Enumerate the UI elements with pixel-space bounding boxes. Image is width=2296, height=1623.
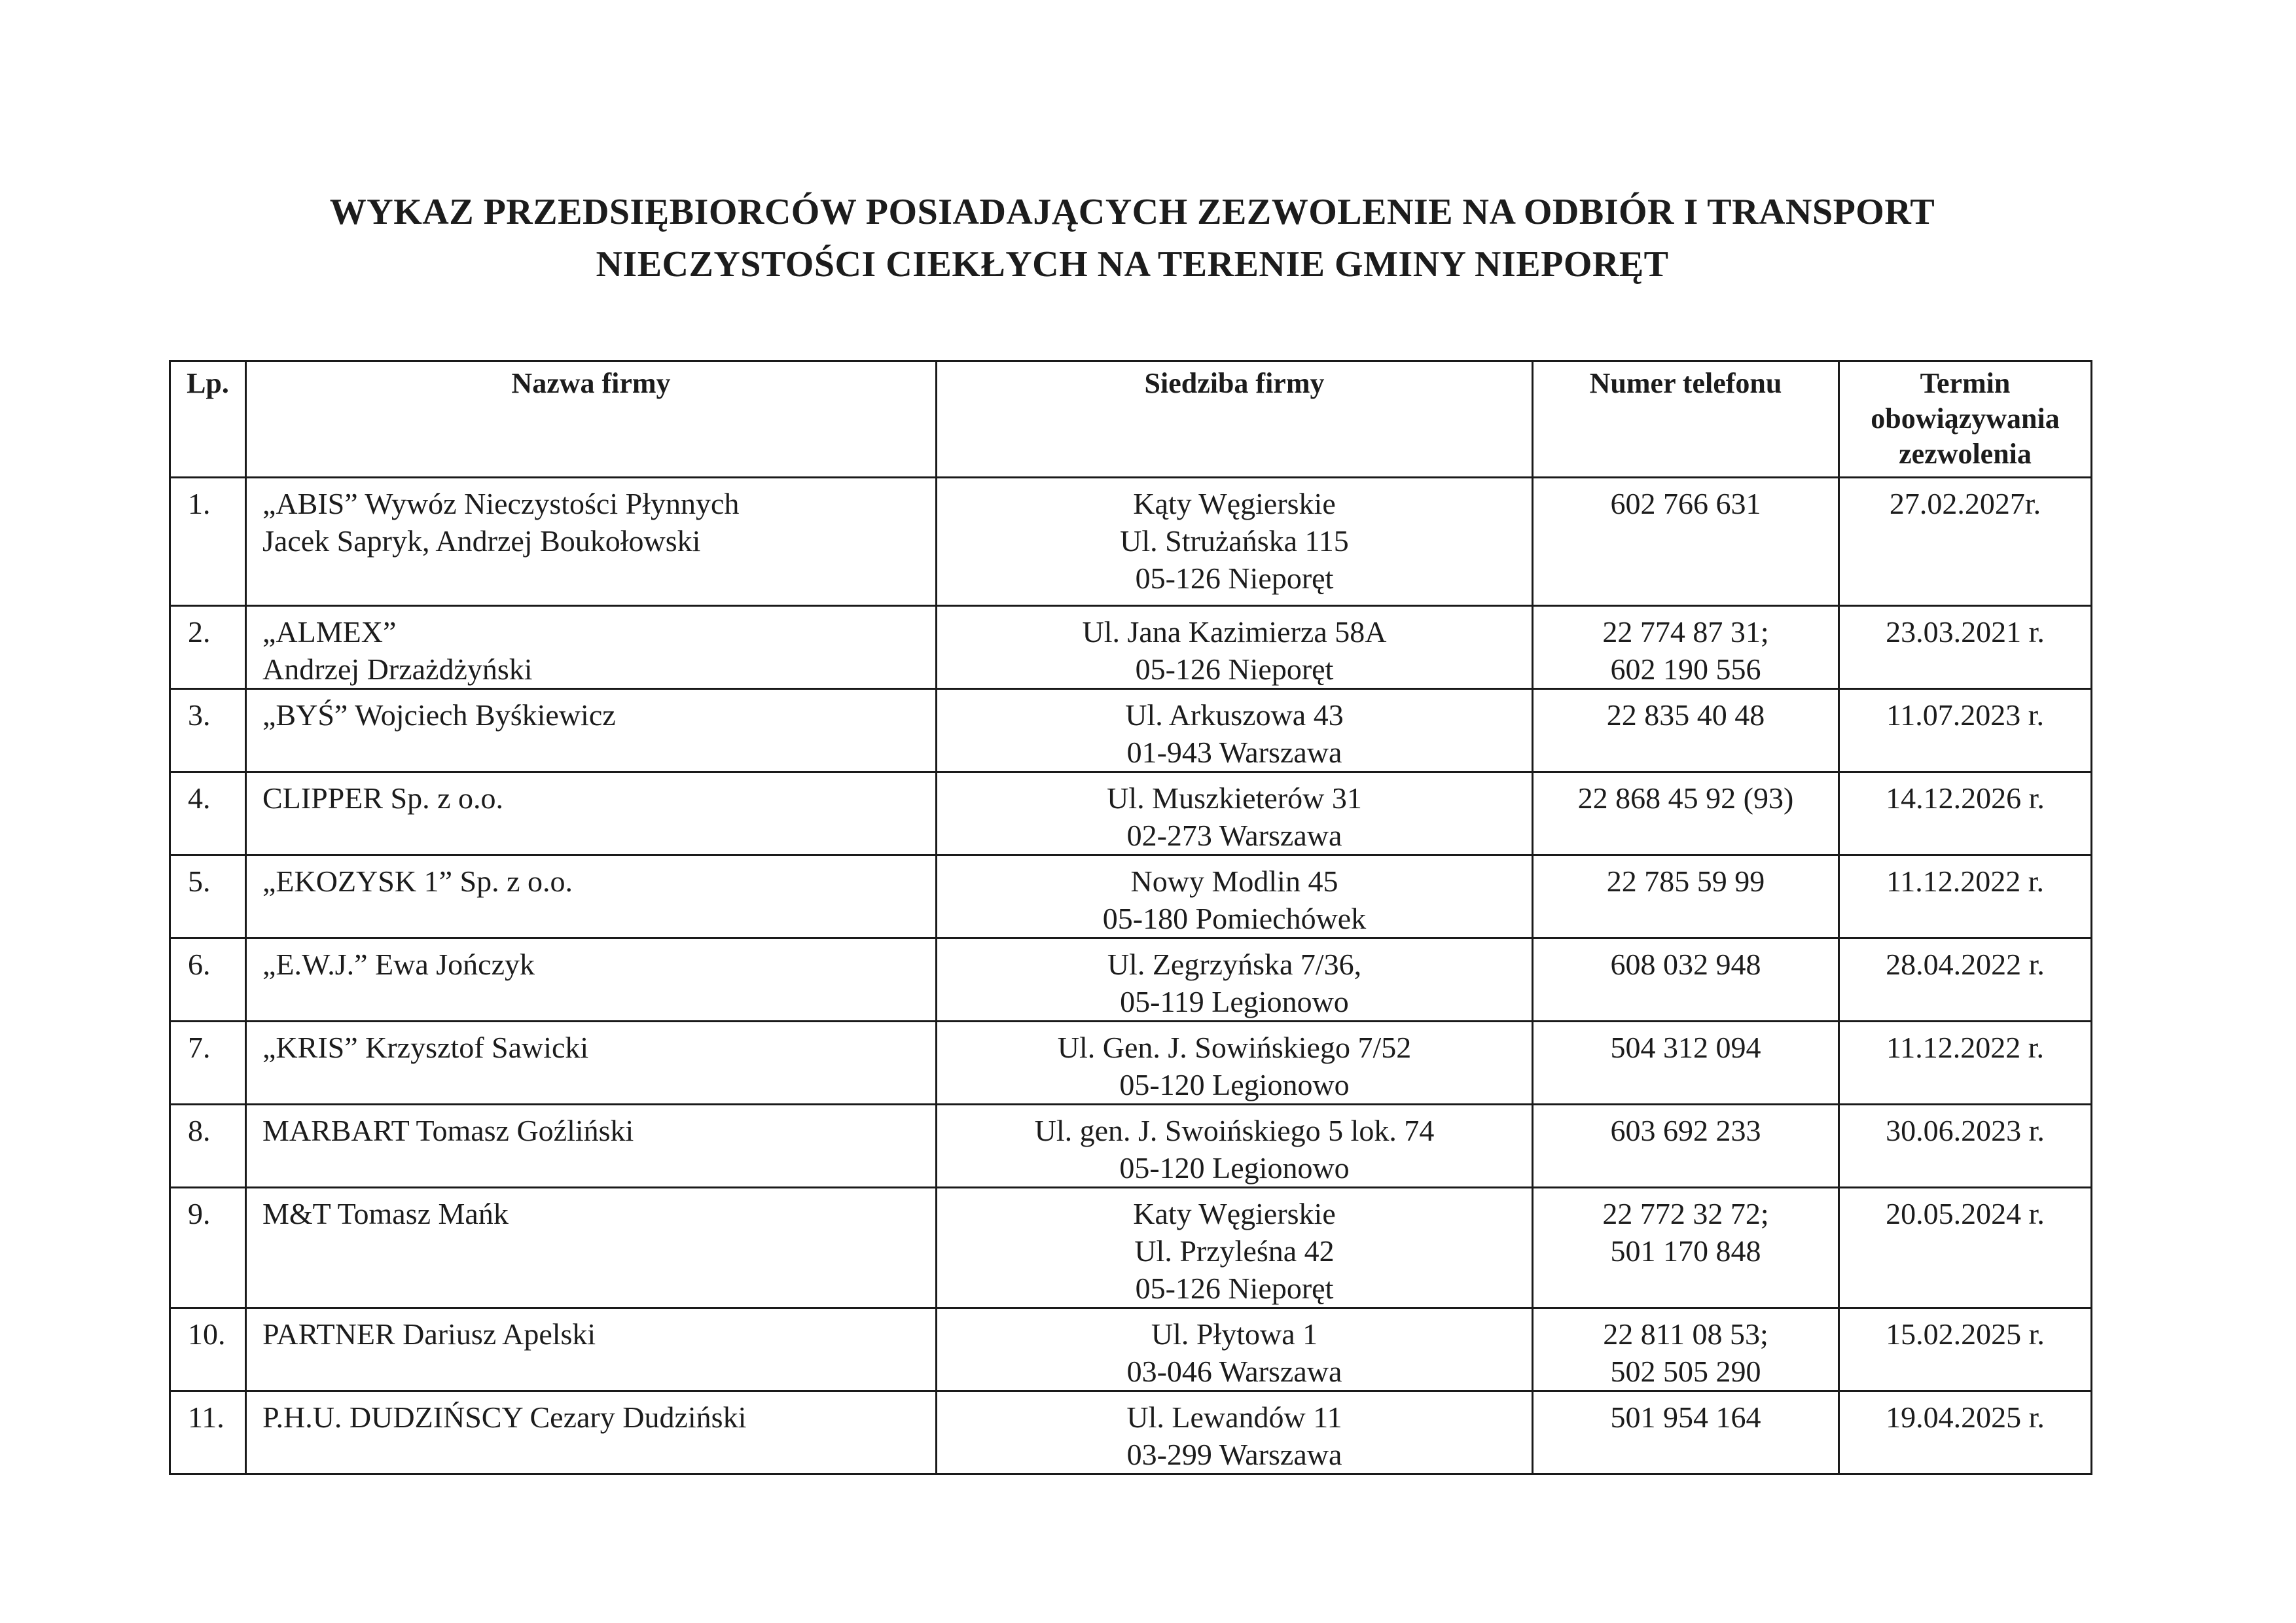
cell-company-address-line: 05-126 Nieporęt — [1135, 1272, 1334, 1305]
document-title — [0, 194, 2265, 298]
cell-company-address-line: 05-119 Legionowo — [1120, 985, 1349, 1018]
table-row — [170, 1105, 2092, 1188]
table-body — [170, 478, 2092, 1474]
cell-company-name — [246, 1022, 937, 1105]
cell-company-address — [937, 1308, 1533, 1391]
cell-company-address-line: 05-180 Pomiechówek — [1102, 902, 1367, 935]
cell-company-address — [937, 478, 1533, 606]
cell-company-name — [246, 478, 937, 606]
cell-company-name — [246, 855, 937, 938]
cell-phone-number-line: 22 811 08 53; — [1603, 1317, 1768, 1351]
cell-company-name-line: MARBART Tomasz Goźliński — [262, 1114, 634, 1147]
table-row — [170, 1308, 2092, 1391]
cell-company-address — [937, 938, 1533, 1022]
cell-phone-number — [1533, 689, 1839, 772]
cell-company-address-line: Ul. Strużańska 115 — [1120, 524, 1349, 558]
cell-company-address-line: Ul. gen. J. Swoińskiego 5 lok. 74 — [1034, 1114, 1435, 1147]
cell-company-address-line: Nowy Modlin 45 — [1130, 865, 1338, 898]
cell-company-address-line: Ul. Jana Kazimierza 58A — [1082, 615, 1387, 649]
cell-company-name-line: „ALMEX” — [262, 615, 397, 649]
cell-phone-number-line: 502 505 290 — [1610, 1355, 1761, 1388]
cell-company-name-line: „ABIS” Wywóz Nieczystości Płynnych — [262, 487, 740, 520]
cell-lp: 9. — [170, 1188, 246, 1308]
cell-company-name-line: „KRIS” Krzysztof Sawicki — [262, 1031, 589, 1064]
cell-company-address — [937, 855, 1533, 938]
cell-permit-term: 23.03.2021 r. — [1839, 606, 2092, 689]
cell-company-address — [937, 772, 1533, 855]
header-company-name: Nazwa firmy — [246, 361, 937, 478]
table-row — [170, 1022, 2092, 1105]
permit-holders-table — [169, 360, 2092, 1475]
cell-company-name-line: PARTNER Dariusz Apelski — [262, 1317, 596, 1351]
table-row — [170, 1188, 2092, 1308]
cell-phone-number-line: 608 032 948 — [1610, 948, 1761, 981]
cell-phone-number — [1533, 478, 1839, 606]
cell-phone-number-line: 603 692 233 — [1610, 1114, 1761, 1147]
cell-company-name-line: M&T Tomasz Mańk — [262, 1197, 509, 1230]
cell-company-name-line: CLIPPER Sp. z o.o. — [262, 781, 504, 815]
cell-company-address-line: Kąty Węgierskie — [1133, 487, 1336, 520]
cell-company-address-line: 05-126 Nieporęt — [1135, 652, 1334, 686]
cell-phone-number — [1533, 855, 1839, 938]
cell-company-name-line: Andrzej Drzażdżyński — [262, 652, 533, 686]
cell-phone-number — [1533, 772, 1839, 855]
cell-company-address — [937, 689, 1533, 772]
cell-company-name — [246, 772, 937, 855]
cell-company-address-line: Ul. Zegrzyńska 7/36, — [1107, 948, 1362, 981]
cell-phone-number — [1533, 1105, 1839, 1188]
cell-company-address — [937, 1105, 1533, 1188]
cell-company-address-line: Ul. Muszkieterów 31 — [1107, 781, 1362, 815]
header-term-line: Termin — [1920, 367, 2011, 399]
cell-permit-term: 11.12.2022 r. — [1839, 1022, 2092, 1105]
cell-company-address-line: Katy Węgierskie — [1133, 1197, 1336, 1230]
cell-permit-term: 19.04.2025 r. — [1839, 1391, 2092, 1474]
cell-company-address-line: Ul. Lewandów 11 — [1126, 1400, 1342, 1434]
cell-company-name — [246, 1105, 937, 1188]
cell-company-address-line: 03-046 Warszawa — [1126, 1355, 1342, 1388]
cell-phone-number-line: 22 774 87 31; — [1602, 615, 1769, 649]
cell-permit-term: 27.02.2027r. — [1839, 478, 2092, 606]
cell-company-name-line: „BYŚ” Wojciech Byśkiewicz — [262, 698, 616, 732]
cell-permit-term: 11.07.2023 r. — [1839, 689, 2092, 772]
cell-lp: 5. — [170, 855, 246, 938]
cell-company-address-line: Ul. Arkuszowa 43 — [1125, 698, 1344, 732]
table-row — [170, 606, 2092, 689]
table-row — [170, 478, 2092, 606]
header-permit-term — [1839, 361, 2092, 478]
cell-phone-number — [1533, 1188, 1839, 1308]
cell-phone-number-line: 22 785 59 99 — [1606, 865, 1765, 898]
cell-permit-term: 11.12.2022 r. — [1839, 855, 2092, 938]
cell-company-address-line: 05-120 Legionowo — [1119, 1068, 1350, 1101]
cell-phone-number-line: 602 766 631 — [1610, 487, 1761, 520]
cell-company-address-line: 03-299 Warszawa — [1126, 1438, 1342, 1471]
cell-permit-term: 28.04.2022 r. — [1839, 938, 2092, 1022]
cell-phone-number-line: 504 312 094 — [1610, 1031, 1761, 1064]
cell-phone-number — [1533, 1391, 1839, 1474]
cell-company-address — [937, 1188, 1533, 1308]
cell-permit-term: 14.12.2026 r. — [1839, 772, 2092, 855]
cell-phone-number-line: 22 868 45 92 (93) — [1577, 781, 1794, 815]
cell-company-name — [246, 606, 937, 689]
cell-phone-number — [1533, 1022, 1839, 1105]
cell-phone-number — [1533, 606, 1839, 689]
cell-company-name-line: „E.W.J.” Ewa Jończyk — [262, 948, 535, 981]
cell-company-address-line: Ul. Płytowa 1 — [1151, 1317, 1318, 1351]
header-phone-number: Numer telefonu — [1533, 361, 1839, 478]
table-row — [170, 772, 2092, 855]
cell-company-name-line: „EKOZYSK 1” Sp. z o.o. — [262, 865, 573, 898]
cell-company-address — [937, 1022, 1533, 1105]
table-row — [170, 855, 2092, 938]
cell-permit-term: 15.02.2025 r. — [1839, 1308, 2092, 1391]
cell-company-address-line: 05-120 Legionowo — [1119, 1151, 1350, 1185]
cell-company-address-line: 01-943 Warszawa — [1126, 736, 1342, 769]
header-lp: Lp. — [170, 361, 246, 478]
table-row — [170, 1391, 2092, 1474]
cell-phone-number-line: 501 954 164 — [1610, 1400, 1761, 1434]
cell-company-address-line: 02-273 Warszawa — [1126, 819, 1342, 852]
cell-company-address — [937, 1391, 1533, 1474]
cell-company-name-line: Jacek Sapryk, Andrzej Boukołowski — [262, 524, 701, 558]
cell-phone-number-line: 501 170 848 — [1610, 1234, 1761, 1268]
header-term-line: zezwolenia — [1899, 438, 2032, 470]
cell-phone-number-line: 602 190 556 — [1610, 652, 1761, 686]
table-row — [170, 938, 2092, 1022]
cell-phone-number — [1533, 938, 1839, 1022]
cell-lp: 11. — [170, 1391, 246, 1474]
cell-lp: 7. — [170, 1022, 246, 1105]
cell-phone-number-line: 22 772 32 72; — [1602, 1197, 1769, 1230]
title-line-1: WYKAZ PRZEDSIĘBIORCÓW POSIADAJĄCYCH ZEZWOLENIE NA ODBIÓR I TRANSPORT — [329, 192, 1935, 232]
cell-company-name — [246, 689, 937, 772]
cell-lp: 4. — [170, 772, 246, 855]
cell-lp: 10. — [170, 1308, 246, 1391]
cell-company-name — [246, 1308, 937, 1391]
cell-company-address-line: 05-126 Nieporęt — [1135, 562, 1334, 595]
title-line-2: NIECZYSTOŚCI CIEKŁYCH NA TERENIE GMINY NIEPORĘT — [596, 244, 1669, 285]
table-row — [170, 689, 2092, 772]
cell-lp: 8. — [170, 1105, 246, 1188]
cell-company-name — [246, 938, 937, 1022]
cell-permit-term: 30.06.2023 r. — [1839, 1105, 2092, 1188]
cell-company-address-line: Ul. Gen. J. Sowińskiego 7/52 — [1057, 1031, 1412, 1064]
cell-lp: 3. — [170, 689, 246, 772]
cell-company-address — [937, 606, 1533, 689]
cell-phone-number-line: 22 835 40 48 — [1606, 698, 1765, 732]
table-header-row — [170, 361, 2092, 478]
cell-company-address-line: Ul. Przyleśna 42 — [1134, 1234, 1335, 1268]
cell-permit-term: 20.05.2024 r. — [1839, 1188, 2092, 1308]
cell-phone-number — [1533, 1308, 1839, 1391]
cell-company-name-line: P.H.U. DUDZIŃSCY Cezary Dudziński — [262, 1400, 747, 1434]
cell-company-name — [246, 1188, 937, 1308]
cell-lp: 6. — [170, 938, 246, 1022]
cell-company-name — [246, 1391, 937, 1474]
cell-lp: 2. — [170, 606, 246, 689]
header-term-line: obowiązywania — [1871, 402, 2060, 435]
header-company-address: Siedziba firmy — [937, 361, 1533, 478]
cell-lp: 1. — [170, 478, 246, 606]
